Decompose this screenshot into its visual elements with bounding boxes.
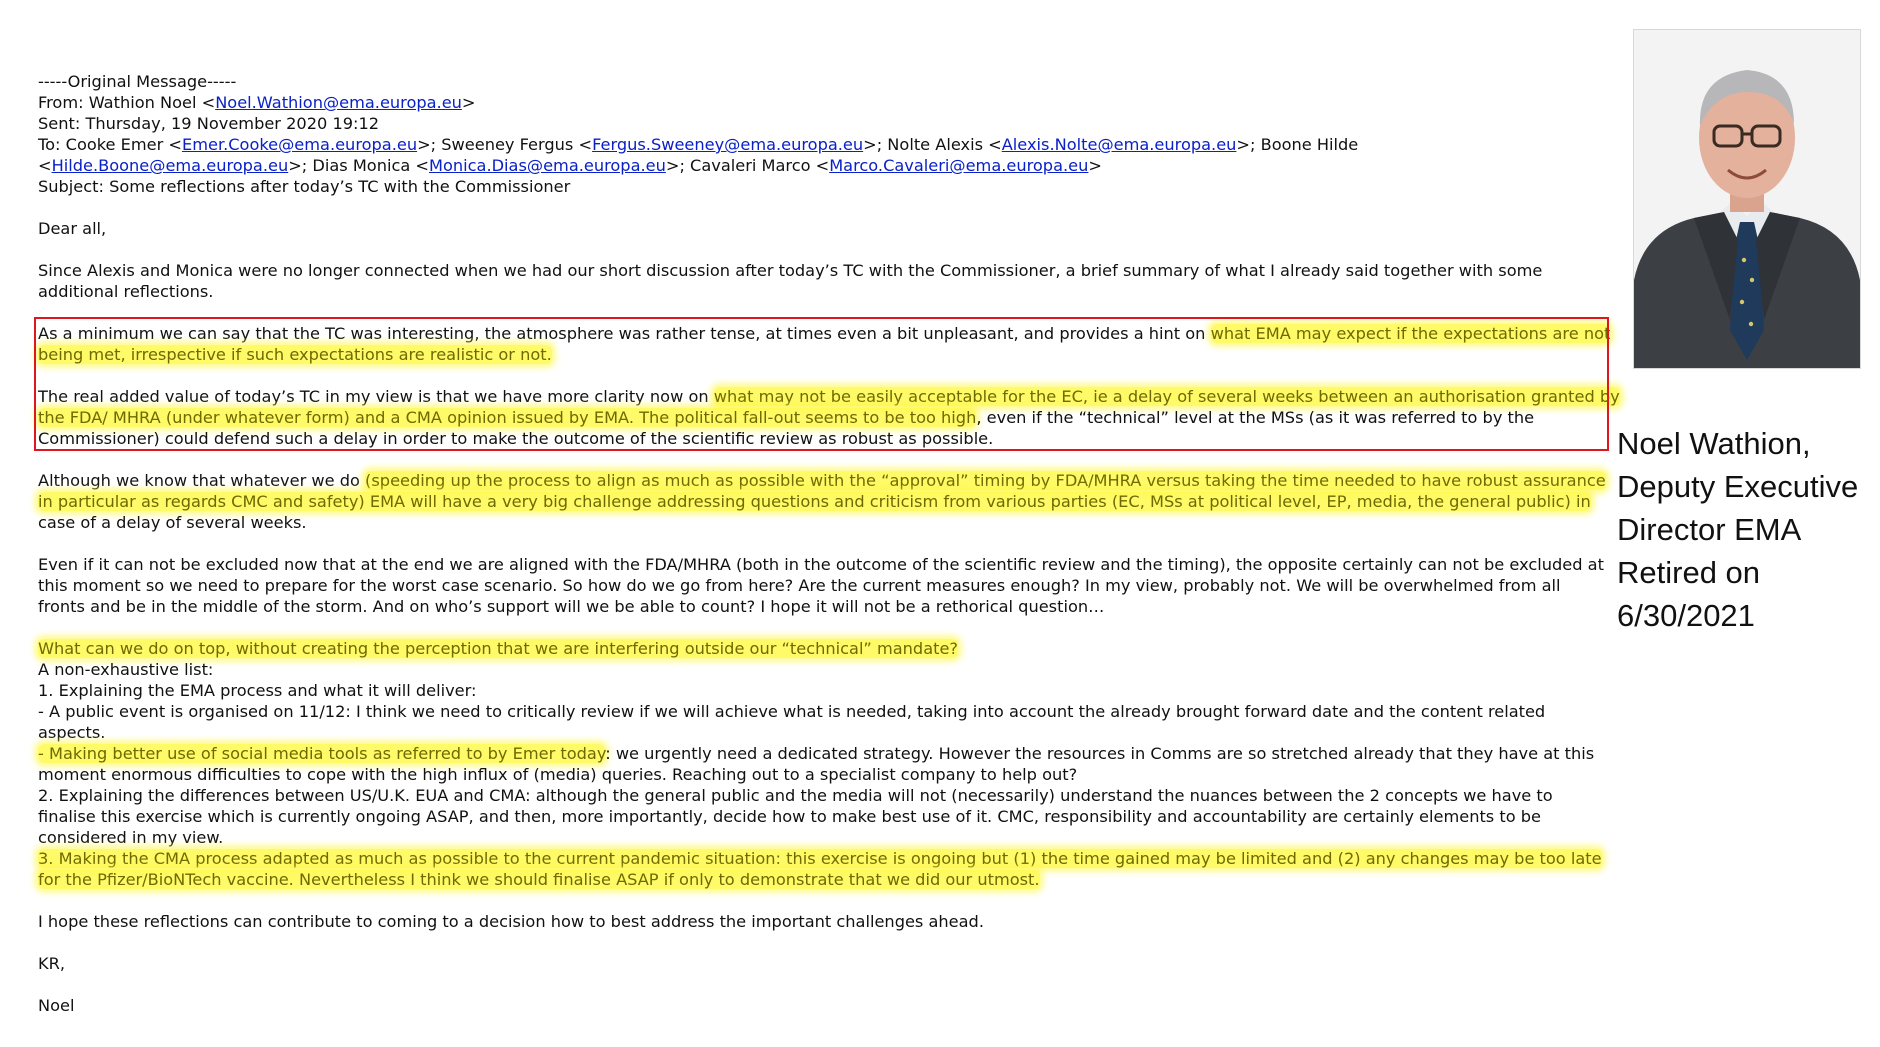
signature: Noel bbox=[38, 996, 75, 1015]
sign-off: KR, bbox=[38, 954, 66, 973]
paragraph-line bbox=[38, 638, 1608, 659]
closing-line: I hope these reflections can contribute to coming to a decision how to best address the important challenges ahead. bbox=[38, 912, 984, 931]
paragraph-line: Although we know that whatever we do (speeding up the process to align as much as possible with the “approval” timing by FDA/MHRA versus taking the time needed to have robust assurance bbox=[38, 471, 1606, 490]
paragraph-line: additional reflections. bbox=[38, 282, 214, 301]
list-item: aspects. bbox=[38, 723, 106, 742]
highlighted-text: what EMA may expect if the expectations are not bbox=[1210, 324, 1611, 343]
email-body bbox=[38, 71, 1620, 1016]
list-item: considered in my view. bbox=[38, 828, 224, 847]
highlighted-text: What can we do on top, without creating the perception that we are interfering outside our “technical” mandate? bbox=[38, 639, 959, 658]
paragraph-line: Even if it can not be excluded now that at the end we are aligned with the FDA/MHRA (both in the outcome of the scientific review and the timing), the opposite certainly can not be excluded at bbox=[38, 555, 1604, 574]
paragraph-line: Commissioner) could defend such a delay in order to make the outcome of the scientific review as robust as possible. bbox=[38, 429, 994, 448]
email-link[interactable]: Monica.Dias@ema.europa.eu bbox=[429, 156, 666, 175]
list-intro: A non-exhaustive list: bbox=[38, 660, 214, 679]
paragraph-line: As a minimum we can say that the TC was interesting, the atmosphere was rather tense, at times even a bit unpleasant, and provides a hint on what EMA may expect if the expectations are not bbox=[38, 324, 1611, 343]
paragraph-line: the FDA/ MHRA (under whatever form) and a CMA opinion issued by EMA. The political fall-out seems to be too high, even if the “technical” level at the MSs (as it was referred to by the bbox=[38, 408, 1535, 427]
paragraph-line: The real added value of today’s TC in my view is that we have more clarity now on what may not be easily acceptable for the EC, ie a delay of several weeks between an authorisation granted by bbox=[38, 387, 1620, 406]
list-item: 1. Explaining the EMA process and what it will deliver: bbox=[38, 681, 477, 700]
paragraph-line bbox=[38, 491, 1608, 512]
highlighted-text: 3. Making the CMA process adapted as much as possible to the current pandemic situation: this exercise is ongoing but (1) the time gained may be limited and (2) any changes may be too late bbox=[38, 849, 1602, 868]
greeting: Dear all, bbox=[38, 219, 107, 238]
subject-line: Subject: Some reflections after today’s TC with the Commissioner bbox=[38, 177, 571, 196]
to-line-continued: <Hilde.Boone@ema.europa.eu>; Dias Monica <Monica.Dias@ema.europa.eu>; Cavaleri Marco <Marco.Cavaleri@ema.europa.eu> bbox=[38, 156, 1102, 175]
highlighted-text: the FDA/ MHRA (under whatever form) and a CMA opinion issued by EMA. The political fall-out seems to be too high bbox=[38, 408, 977, 427]
original-message-line: -----Original Message----- bbox=[38, 72, 237, 91]
email-link[interactable]: Hilde.Boone@ema.europa.eu bbox=[51, 156, 289, 175]
caption-line: Noel Wathion, bbox=[1617, 426, 1811, 461]
photo-caption bbox=[1617, 422, 1877, 637]
highlighted-text: being met, irrespective if such expectations are realistic or not. bbox=[38, 345, 552, 364]
to-line: To: Cooke Emer <Emer.Cooke@ema.europa.eu>; Sweeney Fergus <Fergus.Sweeney@ema.europa.eu>; Nolte Alexis <Alexis.Nolte@ema.europa.eu>; Boone Hilde bbox=[38, 135, 1359, 154]
list-item: - A public event is organised on 11/12: I think we need to critically review if we will achieve what is needed, taking into account the already brought forward date and the content related bbox=[38, 702, 1546, 721]
highlighted-text: what may not be easily acceptable for the EC, ie a delay of several weeks between an authorisation granted by bbox=[713, 387, 1620, 406]
from-email-link[interactable]: Noel.Wathion@ema.europa.eu bbox=[215, 93, 462, 112]
email-link[interactable]: Emer.Cooke@ema.europa.eu bbox=[181, 135, 418, 154]
list-item: moment enormous difficulties to cope with the high influx of (media) queries. Reaching out to a specialist company to help out? bbox=[38, 765, 1078, 784]
list-item bbox=[38, 848, 1608, 869]
list-item: 2. Explaining the differences between US/U.K. EUA and CMA: although the general public and the media will not (necessarily) understand the nuances between the 2 concepts we have to bbox=[38, 786, 1553, 805]
highlighted-text: for the Pfizer/BioNTech vaccine. Nevertheless I think we should finalise ASAP if only to demonstrate that we did our utmost. bbox=[38, 870, 1040, 889]
highlighted-text: in particular as regards CMC and safety) EMA will have a very big challenge addressing questions and criticism from various parties (EC, MSs at political level, EP, media, the general public) in bbox=[38, 492, 1591, 511]
highlighted-text: - Making better use of social media tools as referred to by Emer today bbox=[38, 744, 606, 763]
list-item: - Making better use of social media tools as referred to by Emer today: we urgently need a dedicated strategy. However the resources in Comms are so stretched already that they have at this bbox=[38, 744, 1595, 763]
paragraph-line bbox=[38, 344, 1608, 365]
sent-line: Sent: Thursday, 19 November 2020 19:12 bbox=[38, 114, 380, 133]
email-link[interactable]: Alexis.Nolte@ema.europa.eu bbox=[1001, 135, 1237, 154]
list-item: finalise this exercise which is currently ongoing ASAP, and then, more importantly, decide how to make best use of it. CMC, responsibility and accountability are certainly elements to be bbox=[38, 807, 1542, 826]
paragraph-line: this moment so we need to prepare for the worst case scenario. So how do we go from here? Are the current measures enough? In my view, probably not. We will be overwhelmed from all bbox=[38, 576, 1561, 595]
from-line: From: Wathion Noel <Noel.Wathion@ema.europa.eu> bbox=[38, 93, 476, 112]
portrait-photo bbox=[1633, 29, 1861, 369]
paragraph-line: fronts and be in the middle of the storm. And on who’s support will we be able to count? I hope it will not be a rethorical question… bbox=[38, 597, 1105, 616]
caption-line: Director EMA bbox=[1617, 512, 1802, 547]
email-link[interactable]: Marco.Cavaleri@ema.europa.eu bbox=[829, 156, 1089, 175]
highlighted-text: (speeding up the process to align as much as possible with the “approval” timing by FDA/MHRA versus taking the time needed to have robust assurance bbox=[365, 471, 1606, 490]
caption-line: Deputy Executive bbox=[1617, 469, 1859, 504]
caption-line: Retired on bbox=[1617, 555, 1761, 590]
caption-line: 6/30/2021 bbox=[1617, 598, 1755, 633]
paragraph-line: Since Alexis and Monica were no longer connected when we had our short discussion after today’s TC with the Commissioner, a brief summary of what I already said together with some bbox=[38, 261, 1543, 280]
list-item bbox=[38, 869, 1608, 890]
email-link[interactable]: Fergus.Sweeney@ema.europa.eu bbox=[592, 135, 864, 154]
paragraph-line: case of a delay of several weeks. bbox=[38, 513, 307, 532]
